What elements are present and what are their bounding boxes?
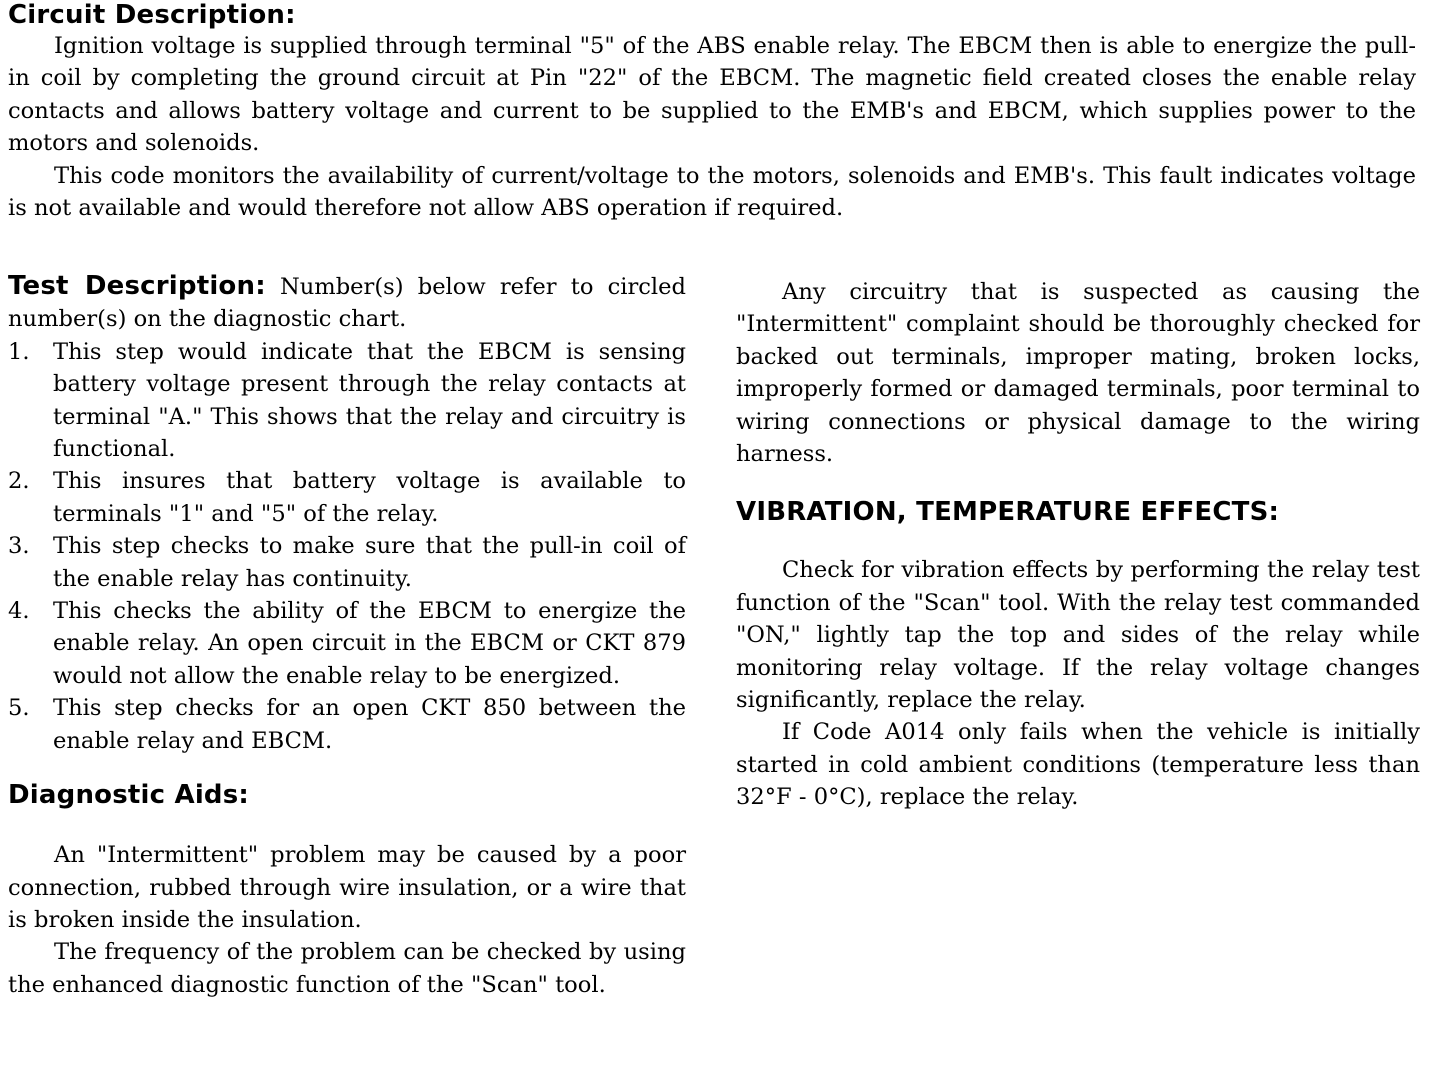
step-number: 5. — [8, 695, 30, 722]
spacer — [8, 811, 686, 839]
test-description-intro-text: Number(s) below refer to circled number(s) on the diagnostic chart. — [8, 274, 686, 333]
diagnostic-paragraph-1: An "Intermittent" problem may be caused by a poor connection, rubbed through wire insulation, or a wire that is broken inside the insulation. — [8, 842, 686, 933]
circuit-paragraph-1: Ignition voltage is supplied through terminal "5" of the ABS enable relay. The EBCM then is able to energize the pull-in coil by completing the ground circuit at Pin "22" of the EBCM. The magnetic field created closes the enable relay contacts and allows battery voltage and current to be supplied to the EMB's and EBCM, which supplies power to the motors and solenoids. — [8, 33, 1416, 157]
test-step — [8, 336, 686, 466]
test-steps-list — [8, 336, 686, 757]
intermittent-paragraph: Any circuitry that is suspected as causing the "Intermittent" complaint should be thoroughly checked for backed out terminals, improper mating, broken locks, improperly formed or damaged terminals, poor terminal to wiring connections or physical damage to the wiring harness. — [736, 279, 1420, 468]
step-text: This step checks for an open CKT 850 between the enable relay and EBCM. — [53, 695, 686, 754]
step-text: This step checks to make sure that the pull-in coil of the enable relay has continuity. — [53, 533, 686, 592]
spacer — [8, 757, 686, 779]
diagnostic-paragraph-2: The frequency of the problem can be checked by using the enhanced diagnostic function of the "Scan" tool. — [8, 939, 686, 998]
step-text: This checks the ability of the EBCM to energize the enable relay. An open circuit in the EBCM or CKT 879 would not allow the enable relay to be energized. — [53, 598, 686, 689]
step-text: This step would indicate that the EBCM is sensing battery voltage present through the relay contacts at terminal "A." This shows that the relay and circuitry is functional. — [53, 338, 686, 463]
step-number: 4. — [8, 598, 30, 625]
test-description-heading: Test Description: — [8, 271, 266, 301]
step-text: This insures that battery voltage is available to terminals "1" and "5" of the relay. — [53, 468, 686, 527]
circuit-paragraph-2: This code monitors the availability of current/voltage to the motors, solenoids and EMB's. This fault indicates voltage is not available and would therefore not allow ABS operation if required. — [8, 162, 1416, 222]
diagnostic-aids-heading: Diagnostic Aids: — [8, 780, 250, 811]
vibration-paragraph-2: If Code A014 only fails when the vehicle is initially started in cold ambient conditions (temperature less than 32°F - 0°C), replace the relay. — [736, 719, 1420, 811]
test-step — [8, 465, 686, 530]
spacer — [736, 528, 1420, 554]
circuit-description-section — [8, 0, 1416, 224]
left-column — [8, 270, 686, 1001]
test-step — [8, 692, 686, 757]
circuit-description-heading: Circuit Description: — [8, 0, 296, 30]
step-number: 3. — [8, 533, 30, 560]
step-number: 1. — [8, 338, 30, 365]
step-number: 2. — [8, 468, 30, 495]
vibration-paragraph-1: Check for vibration effects by performing the relay test function of the "Scan" tool. With the relay test commanded "ON," lightly tap the top and sides of the relay while monitoring relay voltage. If the relay voltage changes significantly, replace the relay. — [736, 557, 1420, 714]
spacer — [736, 470, 1420, 496]
test-step — [8, 595, 686, 692]
vibration-temperature-heading: VIBRATION, TEMPERATURE EFFECTS: — [736, 497, 1280, 528]
test-description-intro — [8, 270, 686, 336]
test-step — [8, 530, 686, 595]
right-column — [736, 276, 1420, 814]
